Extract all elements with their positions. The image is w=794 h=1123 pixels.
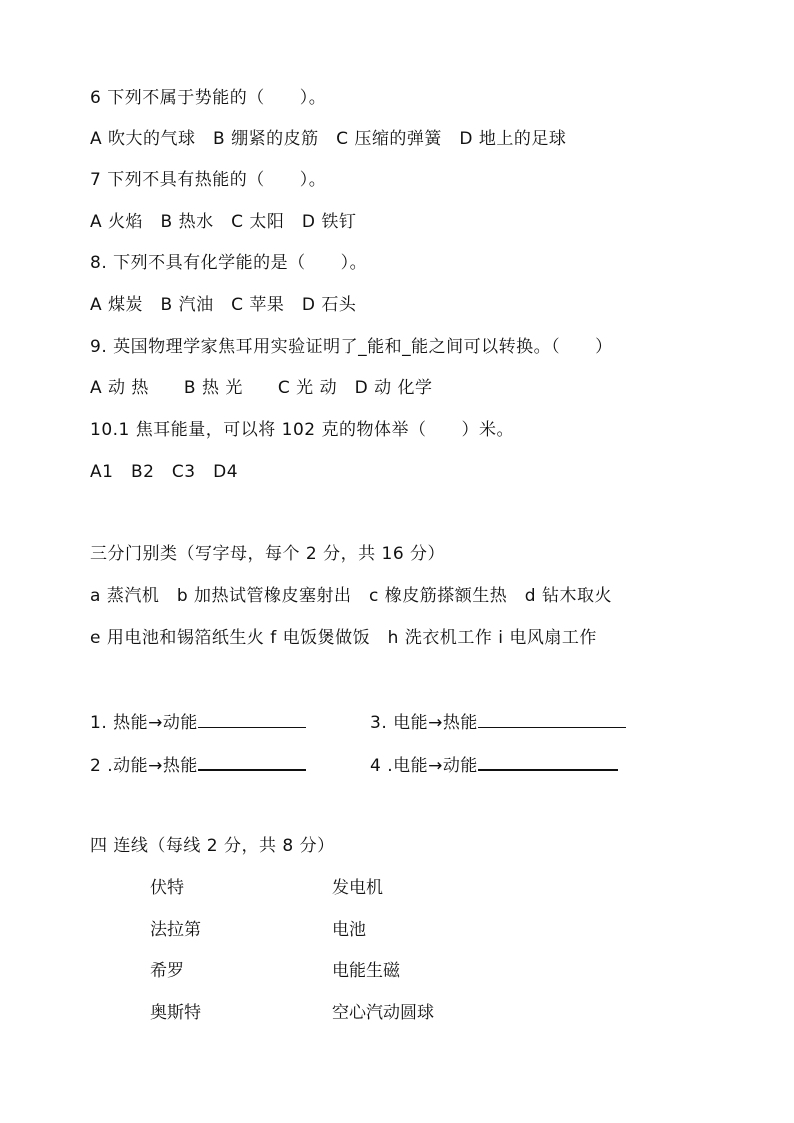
question-8-options: A 煤炭 B 汽油 C 苹果 D 石头 bbox=[90, 295, 357, 315]
match-right-3[interactable]: 电能生磁 bbox=[332, 961, 400, 981]
match-left-3[interactable]: 希罗 bbox=[150, 961, 184, 981]
fill-blank-4 bbox=[370, 751, 618, 778]
question-8-stem: 8. 下列不具有化学能的是（ ）。 bbox=[90, 253, 368, 273]
match-left-1[interactable]: 伏特 bbox=[150, 878, 184, 898]
fill-blank-3-label: 3. 电能→热能 bbox=[370, 713, 478, 733]
fill-blank-3 bbox=[370, 709, 626, 735]
answer-blank-3[interactable] bbox=[478, 709, 626, 728]
section-3-title: 三分门别类（写字母，每个 2 分，共 16 分） bbox=[90, 544, 446, 564]
fill-blank-1 bbox=[90, 709, 306, 735]
fill-blank-2 bbox=[90, 751, 306, 778]
fill-blank-2-label: 2 .动能→热能 bbox=[90, 756, 198, 776]
question-10-stem: 10.1 焦耳能量，可以将 102 克的物体举（ ）米。 bbox=[90, 420, 515, 440]
fill-blank-1-label: 1. 热能→动能 bbox=[90, 713, 198, 733]
section-4-title: 四 连线（每线 2 分，共 8 分） bbox=[90, 836, 335, 856]
question-10-options: A1 B2 C3 D4 bbox=[90, 462, 239, 482]
match-left-2[interactable]: 法拉第 bbox=[150, 920, 201, 940]
match-right-1[interactable]: 发电机 bbox=[332, 878, 383, 898]
section-3-items-line-1: a 蒸汽机 b 加热试管橡皮塞射出 c 橡皮筋搽额生热 d 钻木取火 bbox=[90, 586, 612, 606]
question-6-stem: 6 下列不属于势能的（ ）。 bbox=[90, 88, 327, 108]
match-left-4[interactable]: 奥斯特 bbox=[150, 1003, 201, 1023]
answer-blank-1[interactable] bbox=[198, 709, 306, 728]
question-9-stem: 9. 英国物理学家焦耳用实验证明了_能和_能之间可以转换。（ ） bbox=[90, 337, 613, 357]
question-7-options: A 火焰 B 热水 C 太阳 D 铁钉 bbox=[90, 212, 357, 232]
fill-blank-4-label: 4 .电能→动能 bbox=[370, 756, 478, 776]
question-6-options: A 吹大的气球 B 绷紧的皮筋 C 压缩的弹簧 D 地上的足球 bbox=[90, 129, 567, 149]
match-right-4[interactable]: 空心汽动圆球 bbox=[332, 1003, 434, 1023]
answer-blank-4[interactable] bbox=[478, 751, 618, 771]
question-7-stem: 7 下列不具有热能的（ ）。 bbox=[90, 170, 327, 190]
answer-blank-2[interactable] bbox=[198, 751, 306, 771]
section-3-items-line-2: e 用电池和锡箔纸生火 f 电饭煲做饭 h 洗衣机工作 i 电风扇工作 bbox=[90, 628, 597, 648]
match-right-2[interactable]: 电池 bbox=[332, 920, 366, 940]
question-9-options: A 动 热 B 热 光 C 光 动 D 动 化学 bbox=[90, 378, 433, 398]
